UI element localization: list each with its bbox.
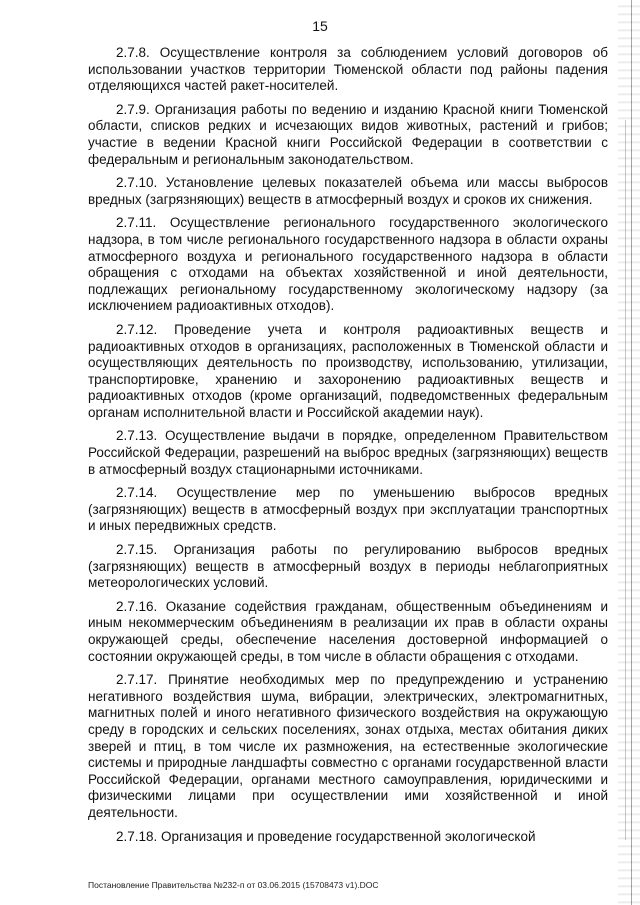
paragraph-2-7-12: 2.7.12. Проведение учета и контроля радиоактивных веществ и радиоактивных отходов в организациях, расположенных в Тюменской области и осуществляющих деятельность по производству, использованию, утилизации, транспортировке, хранению и захоронению радиоактивных веществ и радиоактивных отходов (кроме организаций, подведомственных федеральным органам исполнительной власти и Российской академии наук). [88,321,608,420]
paragraph-2-7-11: 2.7.11. Осуществление регионального государственного экологического надзора, в том числе регионального государственного надзора в области охраны атмосферного воздуха и регионального государственного надзора в области обращения с отходами на объектах хозяйственной и иной деятельности, подлежащих региональному государственному экологическому надзору (за исключением радиоактивных отходов). [88,215,608,314]
page-number: 15 [312,18,328,34]
document-body [88,45,608,852]
paragraph-2-7-10: 2.7.10. Установление целевых показателей объема или массы выбросов вредных (загрязняющих) веществ в атмосферный воздух и сроков их снижения. [88,175,608,207]
paragraph-2-7-13: 2.7.13. Осуществление выдачи в порядке, определенном Правительством Российской Федерации, разрешений на выброс вредных (загрязняющих) веществ в атмосферный воздух стационарными источниками. [88,428,608,477]
paragraph-2-7-14: 2.7.14. Осуществление мер по уменьшению выбросов вредных (загрязняющих) веществ в атмосферный воздух при эксплуатации транспортных и иных передвижных средств. [88,485,608,534]
scan-edge-line [631,0,632,905]
paragraph-2-7-8: 2.7.8. Осуществление контроля за соблюдением условий договоров об использовании участков территории Тюменской области под районы падения отделяющихся частей ракет-носителей. [88,45,608,94]
paragraph-2-7-17: 2.7.17. Принятие необходимых мер по предупреждению и устранению негативного воздействия шума, вибрации, электрических, электромагнитных, магнитных полей и иного негативного физического воздействия на окружающую среду в городских и сельских поселениях, зонах отдыха, местах обитания диких зверей и птиц, в том числе их размножения, на естественные экологические системы и природные ландшафты совместно с органами государственной власти Российской Федерации, органами местного самоуправления, юридическими и физическими лицами при осуществлении ими хозяйственной и иной деятельности. [88,672,608,820]
document-footer: Постановление Правительства №232-п от 03.06.2015 (15708473 v1).DOC [88,880,379,890]
scan-edge-line-secondary [625,120,626,840]
paragraph-2-7-15: 2.7.15. Организация работы по регулированию выбросов вредных (загрязняющих) веществ в атмосферный воздух в периоды неблагоприятных метеорологических условий. [88,542,608,591]
scan-edge-noise [618,0,640,905]
paragraph-2-7-18: 2.7.18. Организация и проведение государственной экологической [116,828,536,844]
paragraph-2-7-16: 2.7.16. Оказание содействия гражданам, общественным объединениям и иным некоммерческим объединениям в реализации их прав в области охраны окружающей среды, обеспечение населения достоверной информацией о состоянии окружающей среды, в том числе в области обращения с отходами. [88,598,608,664]
paragraph-2-7-9: 2.7.9. Организация работы по ведению и изданию Красной книги Тюменской области, списков редких и исчезающих видов животных, растений и грибов; участие в ведении Красной книги Российской Федерации в соответствии с федеральным и региональным законодательством. [88,101,608,167]
